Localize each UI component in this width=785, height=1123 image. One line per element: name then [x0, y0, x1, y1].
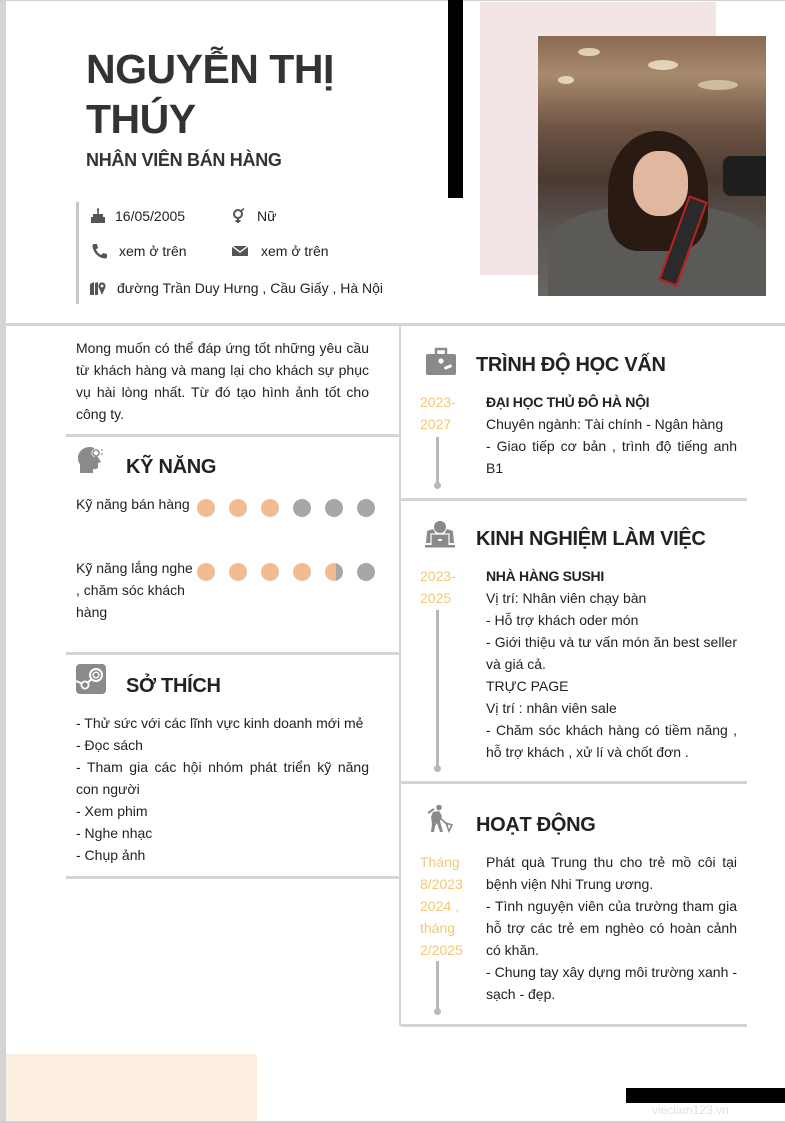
skill-label-listening: Kỹ năng lắng nghe , chăm sóc khách hàng — [76, 560, 193, 620]
decorative-black-bar — [448, 0, 463, 198]
activity-line: - Chung tay xây dựng môi trường xanh - sạch - đẹp. — [486, 964, 737, 1002]
skill-rating-listening — [197, 563, 375, 581]
candidate-name: NGUYỄN THỊ THÚY — [86, 46, 334, 142]
experience-divider — [401, 781, 747, 784]
birthday-row — [89, 208, 185, 224]
column-divider — [399, 326, 401, 1026]
hobbies-divider — [66, 876, 399, 879]
hobbies-list — [76, 712, 369, 866]
experience-line: Vị trí : nhân viên sale — [486, 700, 617, 716]
rating-dot-filled — [229, 499, 247, 517]
gender-row — [231, 208, 276, 224]
experience-line: TRỰC PAGE — [486, 678, 569, 694]
steam-icon — [76, 664, 108, 694]
experience-line: - Hỗ trợ khách oder món — [486, 612, 639, 628]
objective-divider — [66, 434, 399, 437]
education-time: 2023-2027 — [420, 394, 456, 432]
head-lightbulb-icon — [76, 444, 108, 474]
email-value: xem ở trên — [261, 243, 329, 259]
header-divider — [6, 323, 785, 326]
hobby-item: - Nghe nhạc — [76, 825, 153, 841]
phone-icon — [91, 243, 109, 259]
timeline-end-dot — [434, 482, 441, 489]
briefcase-icon — [425, 346, 457, 376]
birthday-value: 16/05/2005 — [115, 208, 186, 224]
activity-line: - Tình nguyện viên của trường tham gia hỗ trợ các trẻ em nghèo có hoàn cảnh có khăn. — [486, 898, 737, 958]
address-value: đường Trần Duy Hưng , Cầu Giấy , Hà Nội — [117, 280, 384, 296]
experience-time: 2023-2025 — [420, 568, 456, 606]
watermark: vieclam123.vn — [652, 1103, 729, 1117]
person-digging-icon — [424, 804, 456, 834]
hobby-item: - Tham gia các hội nhóm phát triển kỹ năng con người — [76, 759, 369, 797]
timeline-line — [436, 961, 439, 1011]
rating-dot-empty — [357, 563, 375, 581]
activities-entry — [486, 851, 737, 1005]
education-line: - Giao tiếp cơ bản , trình độ tiếng anh B1 — [486, 438, 737, 476]
rating-dot-filled — [197, 563, 215, 581]
map-pin-icon — [89, 280, 107, 296]
decorative-black-bar-bottom — [626, 1088, 785, 1103]
decorative-peach-block — [6, 1054, 257, 1121]
education-school: ĐẠI HỌC THỦ ĐÔ HÀ NỘI — [486, 394, 650, 410]
career-objective: Mong muốn có thể đáp ứng tốt những yêu cầu từ khách hàng và mang lại cho khách sự phục vụ hài lòng nhất. Từ đó tạo hình ảnh tốt cho công ty. — [76, 340, 369, 422]
activities-title: HOẠT ĐỘNG — [476, 814, 596, 836]
activities-time: Tháng 8/2023 2024 , tháng 2/2025 — [420, 854, 463, 958]
timeline-line — [436, 610, 439, 768]
hobby-item: - Xem phim — [76, 803, 148, 819]
experience-company: NHÀ HÀNG SUSHI — [486, 568, 604, 584]
experience-title: KINH NGHIỆM LÀM VIỆC — [476, 528, 706, 550]
timeline-end-dot — [434, 1008, 441, 1015]
birthday-cake-icon — [89, 208, 107, 224]
rating-dot-filled — [261, 499, 279, 517]
phone-row — [91, 243, 187, 259]
rating-dot-filled — [197, 499, 215, 517]
gender-icon — [231, 208, 249, 224]
skills-divider — [66, 652, 399, 655]
experience-line: - Giới thiệu và tư vấn món ăn best seller và giá cả. — [486, 634, 737, 672]
hobby-item: - Chụp ảnh — [76, 847, 146, 863]
job-title: NHÂN VIÊN BÁN HÀNG — [86, 150, 282, 170]
experience-line: Vị trí: Nhân viên chạy bàn — [486, 590, 647, 606]
rating-dot-empty — [293, 499, 311, 517]
skill-label-sales: Kỹ năng bán hàng — [76, 496, 190, 512]
skills-title: KỸ NĂNG — [126, 456, 217, 478]
rating-dot-filled — [261, 563, 279, 581]
hobbies-title: SỞ THÍCH — [126, 675, 221, 697]
address-row — [89, 280, 383, 296]
activity-line: Phát quà Trung thu cho trẻ mồ côi tại bệnh viện Nhi Trung ương. — [486, 854, 737, 892]
skill-rating-sales — [197, 499, 375, 517]
experience-line: - Chăm sóc khách hàng có tiềm năng , hỗ trợ khách , xử lí và chốt đơn . — [486, 722, 737, 760]
rating-dot-empty — [357, 499, 375, 517]
education-divider — [401, 498, 747, 501]
rating-dot-empty — [325, 499, 343, 517]
phone-value: xem ở trên — [119, 243, 187, 259]
page-left-edge — [0, 0, 6, 1123]
hobby-item: - Đọc sách — [76, 737, 143, 753]
page-top-edge — [0, 0, 785, 1]
experience-entry — [486, 565, 737, 763]
rating-dot-filled — [293, 563, 311, 581]
profile-photo — [538, 36, 766, 296]
education-line: Chuyên ngành: Tài chính - Ngân hàng — [486, 416, 724, 432]
rating-dot-filled — [229, 563, 247, 581]
education-entry — [486, 391, 737, 479]
activities-divider — [401, 1024, 747, 1027]
timeline-line — [436, 437, 439, 485]
envelope-icon — [231, 243, 249, 259]
timeline-end-dot — [434, 765, 441, 772]
email-row — [231, 243, 329, 259]
hobby-item: - Thử sức với các lĩnh vực kinh doanh mới mẻ — [76, 715, 364, 731]
education-title: TRÌNH ĐỘ HỌC VẤN — [476, 354, 666, 376]
gender-value: Nữ — [257, 208, 277, 224]
person-laptop-icon — [424, 519, 456, 549]
rating-dot-partial — [325, 563, 343, 581]
